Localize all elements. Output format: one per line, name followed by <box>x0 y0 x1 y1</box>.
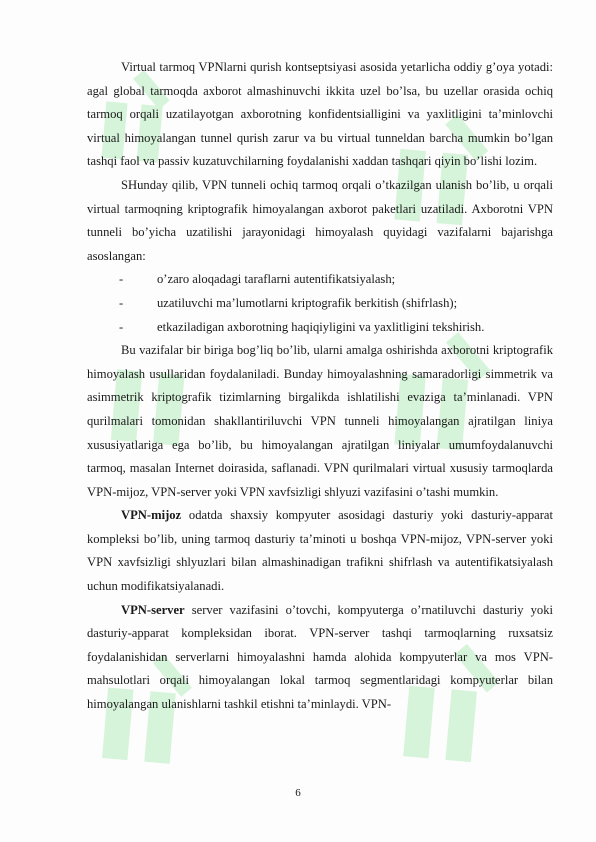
paragraph-vpn-client <box>87 504 553 598</box>
paragraph-text: server vazifasini o’tovchi, kompyuterga o’rnatiluvchi dasturiy yoki dasturiy-apparat kompleksidan iborat. VPN-server tashqi tarmoqlarning ruxsatsiz foydalanishidan serverlarni himoyalashni hamda alohida kompyuterlar va mos VPN-mahsulotlari orqali himoyalangan lokal tarmoq segmentlaridagi kompyuterlar bilan himoyalangan ulanishlarni tashkil etishni ta’minlaydi. VPN- <box>87 602 553 712</box>
list-dash: - <box>119 319 124 334</box>
list-item <box>87 316 553 340</box>
paragraph-text: odatda shaxsiy kompyuter asosidagi dasturiy yoki dasturiy-apparat kompleksi bo’lib, uning tarmoq dasturiy ta’minoti u boshqa VPN-mijoz, VPN-server yoki VPN xavfsizligi shlyuzlari bilan almashinadigan trafikni shifrlash va autentifikatsiyalash uchun modifikatsiyalanadi. <box>87 508 553 594</box>
paragraph: Bu vazifalar bir biriga bog’liq bo’lib, ularni amalga oshirishda axborotni kriptografik himoyalash usullaridan foydalaniladi. Bunday himoyalashning samaradorligi simmetrik va asimmetrik kriptografik tizimlarning birgalikda ishlatilishi evaziga ta’minlanadi. VPN qurilmalari tomonidan shakllantiriluvchi VPN tunneli himoyalangan ajratilgan liniya xususiyatlariga ega bo’lib, bu himoyalangan ajratilgan liniyalar umumfoydalanuvchi tarmoq, masalan Internet doirasida, saflanadi. VPN qurilmalari virtual xususiy tarmoqlarda VPN-mijoz, VPN-server yoki VPN xavfsizligi shlyuzi vazifasini o’tashi mumkin. <box>87 343 553 499</box>
document-body <box>87 56 553 717</box>
term-vpn-server: VPN-server <box>121 602 185 617</box>
list-item <box>87 268 553 292</box>
paragraph: SHunday qilib, VPN tunneli ochiq tarmoq orqali o’tkazilgan ulanish bo’lib, u orqali virtual tarmoqning kriptografik himoyalangan axborot paketlari uzatiladi. Axborotni VPN tunneli bo’yicha uzatilishi jarayonidagi himoyalash quyidagi vazifalarni bajarishga asoslangan: <box>87 177 553 263</box>
list-item-text: etkaziladigan axborotning haqiqiyligini va yaxlitligini tekshirish. <box>157 319 485 334</box>
term-vpn-client: VPN-mijoz <box>121 508 182 523</box>
list-dash: - <box>119 295 124 310</box>
page-number: 6 <box>295 787 301 799</box>
list-item-text: uzatiluvchi ma’lumotlarni kriptografik berkitish (shifrlash); <box>157 295 458 310</box>
paragraph-vpn-server <box>87 599 553 717</box>
list-dash: - <box>119 272 124 287</box>
list-item-text: o’zaro aloqadagi taraflarni autentifikatsiyalash; <box>157 272 396 287</box>
list-item <box>87 292 553 316</box>
paragraph: Virtual tarmoq VPNlarni qurish kontseptsiyasi asosida yetarlicha oddiy g’oya yotadi: agal global tarmoqda axborot almashinuvchi ikkita uzel bo’lsa, bu uzellar orasida ochiq tarmoq orqali uzatilayotgan axborotning konfidentsialligini va yaxlitligini ta’minlovchi virtual himoyalangan tunnel qurish zarur va bu virtual tunneldan barcha mumkin bo’lgan tashqi faol va passiv kuzatuvchilarning foydalanishi xaddan tashqari qiyin bo’lishi lozim. <box>87 60 553 169</box>
